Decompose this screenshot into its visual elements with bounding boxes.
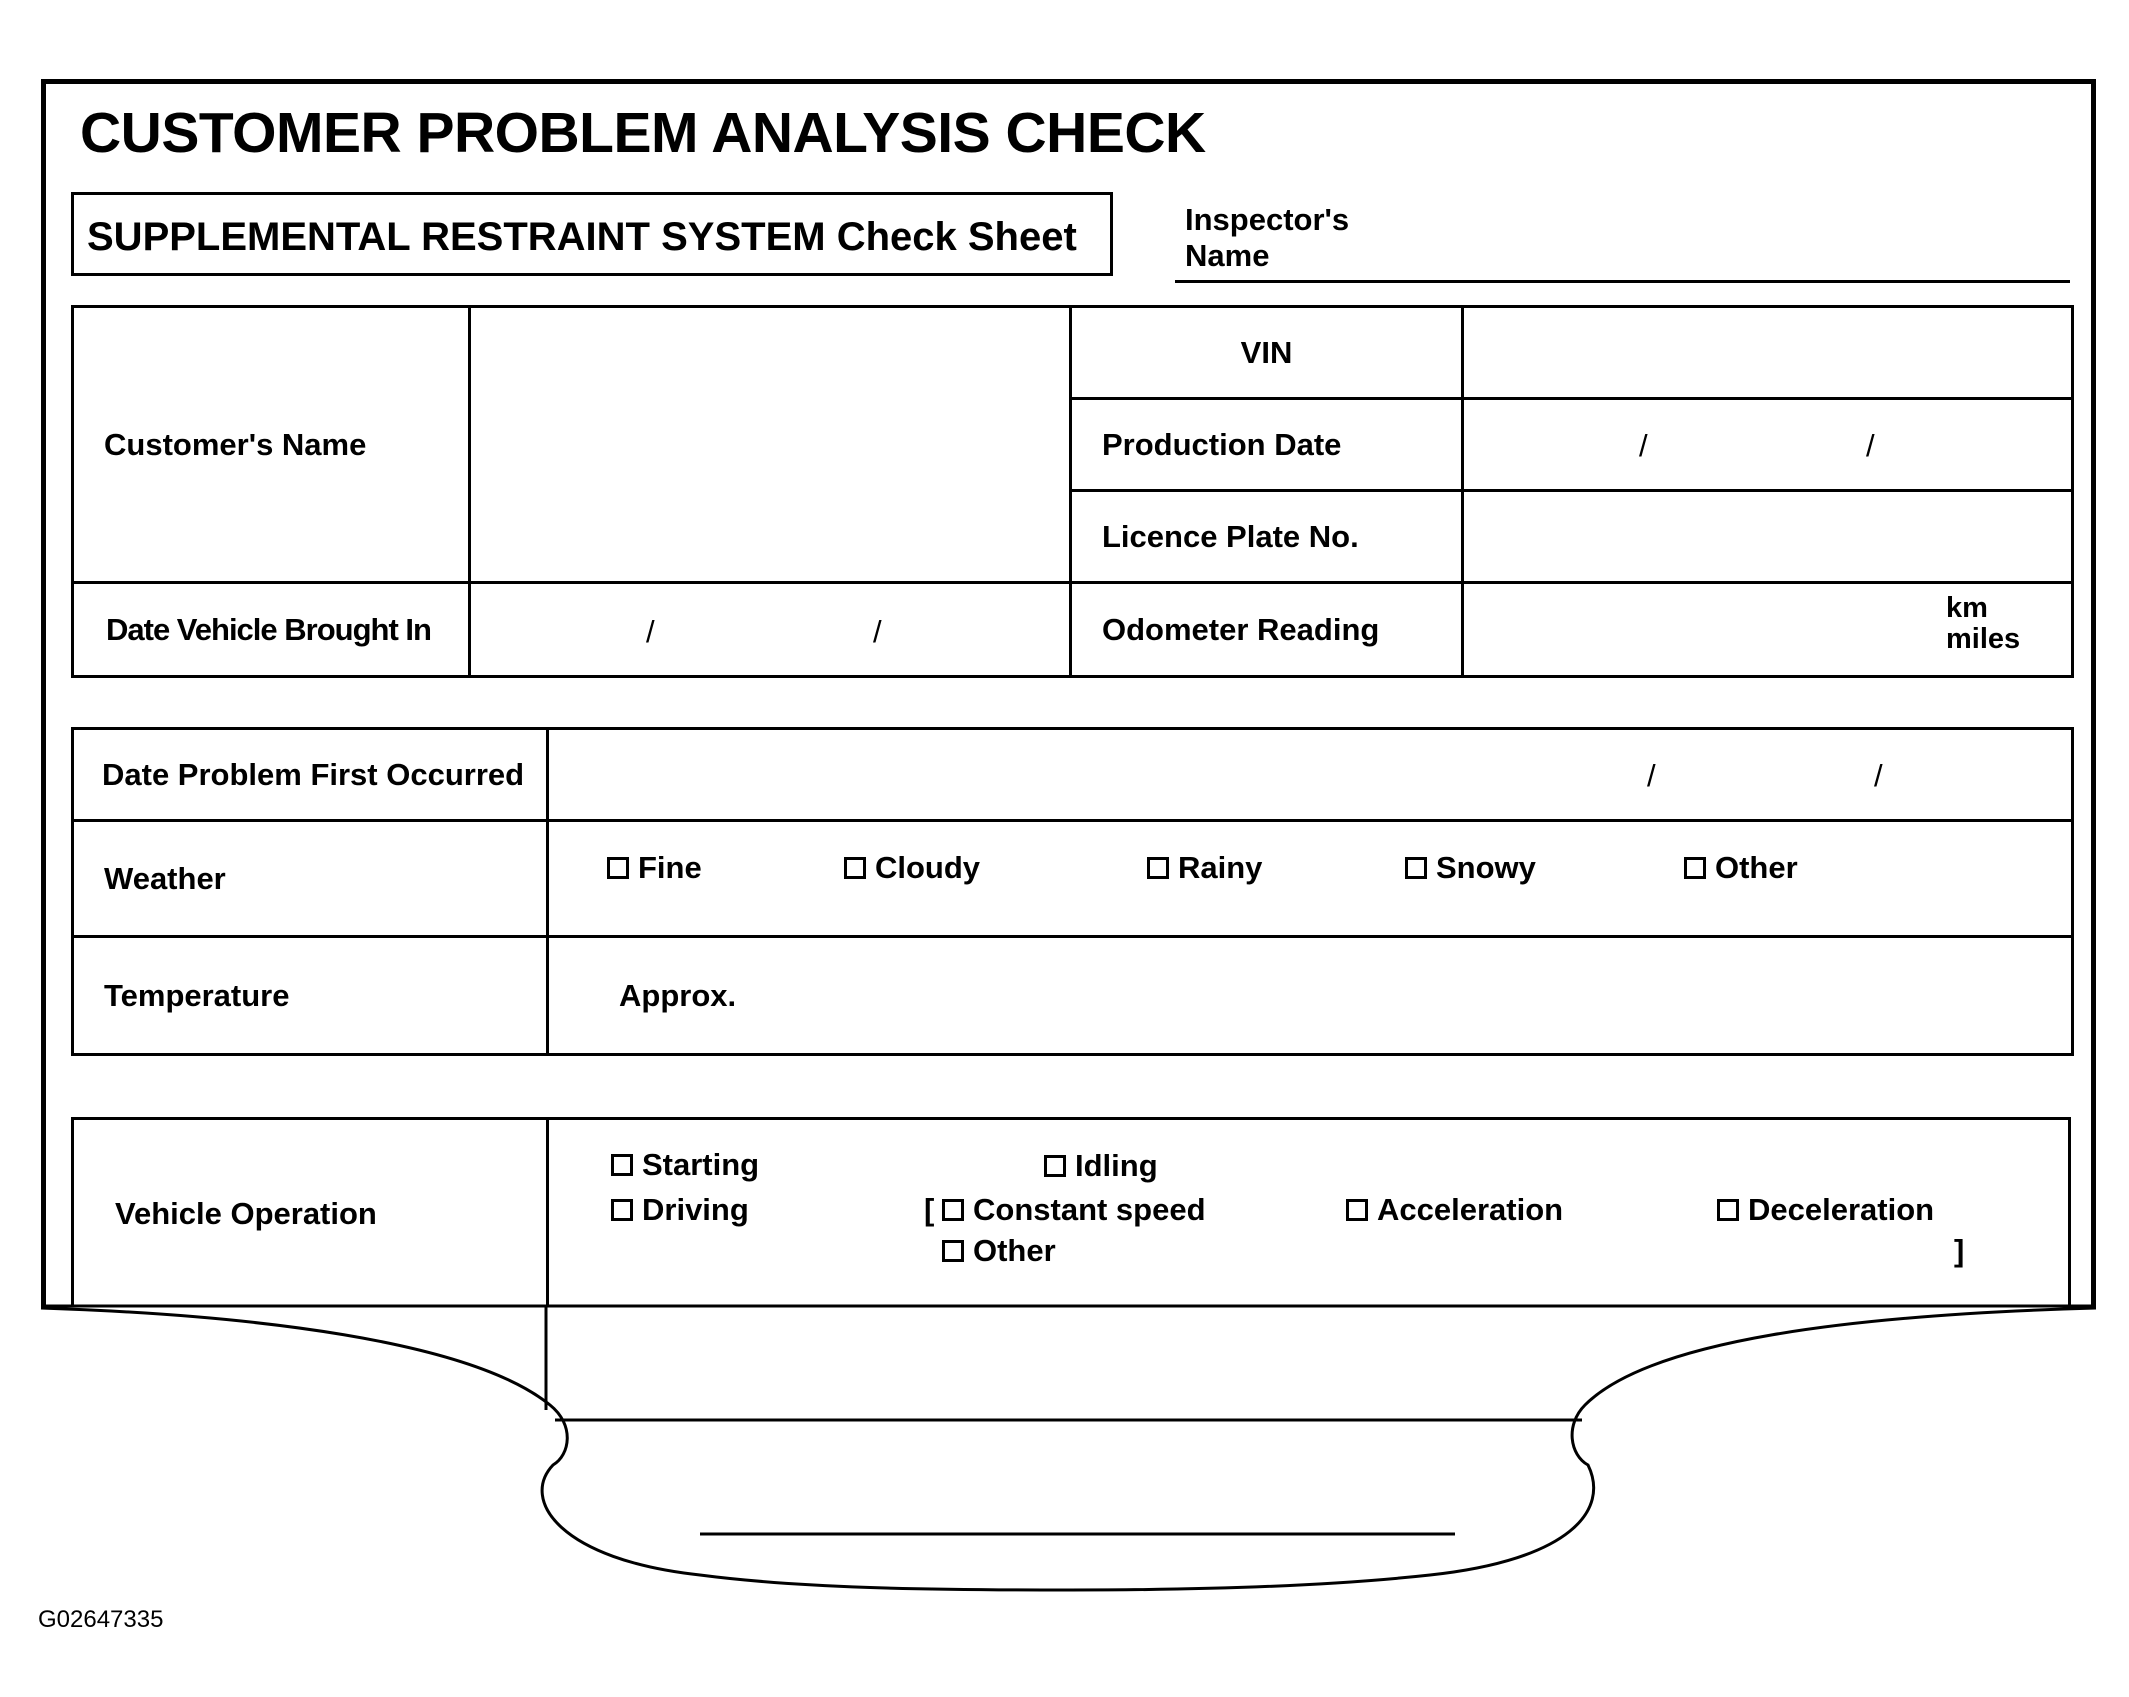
date-first-occurred-label: Date Problem First Occurred — [73, 729, 548, 821]
weather-option-cloudy[interactable]: Cloudy — [844, 850, 980, 886]
bracket-close: ] — [1954, 1233, 1965, 1268]
temperature-label: Temperature — [73, 937, 548, 1055]
vehicle-operation-label: Vehicle Operation — [115, 1196, 377, 1231]
production-date-label: Production Date — [1071, 399, 1463, 491]
form-title: CUSTOMER PROBLEM ANALYSIS CHECK — [80, 101, 1206, 165]
licence-plate-label: Licence Plate No. — [1071, 491, 1463, 583]
operation-option-starting[interactable]: Starting — [611, 1147, 759, 1183]
temperature-field[interactable]: Approx. — [548, 937, 2073, 1055]
date-separator: / — [1874, 758, 1883, 793]
operation-option-other[interactable]: Other — [942, 1233, 1056, 1269]
figure-code: G02647335 — [38, 1606, 164, 1633]
date-separator: / — [1647, 758, 1656, 793]
operation-option-deceleration[interactable]: Deceleration — [1717, 1192, 1934, 1228]
date-separator: / — [1866, 428, 1875, 463]
subtitle: SUPPLEMENTAL RESTRAINT SYSTEM Check Sheet — [87, 215, 1077, 259]
torn-curve-right — [1070, 1308, 2096, 1590]
odometer-label: Odometer Reading — [1071, 583, 1463, 677]
operation-option-driving[interactable]: Driving — [611, 1192, 749, 1228]
date-brought-in-label: Date Vehicle Brought In — [73, 583, 470, 677]
torn-curve-left — [41, 1308, 1070, 1590]
odometer-unit-km: km — [1946, 592, 1988, 624]
weather-option-snowy[interactable]: Snowy — [1405, 850, 1536, 886]
customer-name-label: Customer's Name — [73, 307, 470, 583]
operation-option-constant-speed[interactable]: Constant speed — [942, 1192, 1206, 1228]
weather-option-rainy[interactable]: Rainy — [1147, 850, 1262, 886]
bracket-open: [ — [924, 1192, 935, 1227]
date-separator: / — [873, 614, 882, 649]
vin-label: VIN — [1071, 307, 1463, 399]
weather-label: Weather — [73, 821, 548, 937]
weather-option-fine[interactable]: Fine — [607, 850, 702, 886]
odometer-unit-miles: miles — [1946, 623, 2021, 655]
operation-option-acceleration[interactable]: Acceleration — [1346, 1192, 1563, 1228]
operation-option-idling[interactable]: Idling — [1044, 1148, 1158, 1184]
weather-option-other[interactable]: Other — [1684, 850, 1798, 886]
date-separator: / — [646, 614, 655, 649]
date-separator: / — [1639, 428, 1648, 463]
inspector-name-label: Inspector's Name — [1185, 202, 1350, 273]
